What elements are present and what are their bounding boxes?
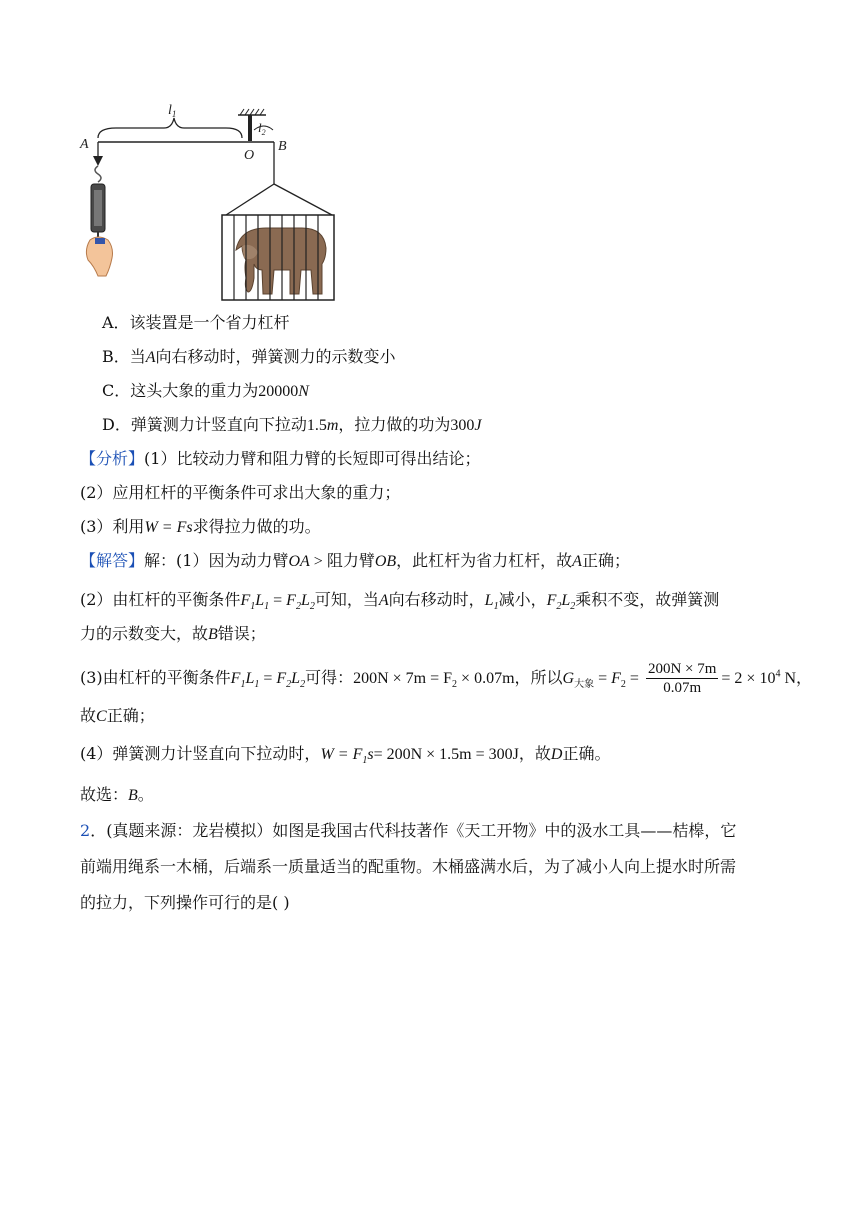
question-2-line-3: 的拉力，下列操作可行的是( ) <box>80 893 290 912</box>
option-d: D．弹簧测力计竖直向下拉动1.5m，拉力做的功为300J <box>102 415 482 434</box>
pivot-post <box>248 115 252 141</box>
solution-line-2: (2）由杠杆的平衡条件$F_1L_1 = F_2L_2$可知，当A向右移动时，$L_1$减小，$F_2L_2$乘积不变，故弹簧测 <box>80 590 720 613</box>
analysis-line-1: 【分析】(1）比较动力臂和阻力臂的长短即可得出结论； <box>80 449 481 468</box>
solution-line-1: 【解答】解：(1）因为动力臂OA > 阻力臂OB，此杠杆为省力杠杆，故A正确； <box>80 551 630 570</box>
solution-line-3b: 故C正确； <box>80 706 155 725</box>
analysis-line-2: (2）应用杠杆的平衡条件可求出大象的重力； <box>80 483 401 502</box>
label-B: B <box>278 139 287 154</box>
solution-choose: 故选：B。 <box>80 785 154 804</box>
label-A: A <box>80 137 89 152</box>
fraction: $\frac{200N \times 7m}{0.07m}$ <box>647 661 717 696</box>
label-O: O <box>244 148 255 163</box>
force-arrow-icon <box>93 156 103 166</box>
solution-line-2b: 力的示数变大，故B错误； <box>80 624 266 643</box>
question-number: 2 <box>80 821 91 840</box>
label-l2: $l_2$ <box>258 120 266 137</box>
l1-brace <box>98 118 242 138</box>
analysis-tag: 【分析】 <box>80 449 145 468</box>
analysis-line-3: (3）利用W = Fs求得拉力做的功。 <box>80 517 321 536</box>
question-2-line-1: 2．(真题来源：龙岩模拟）如图是我国古代科技著作《天工开物》中的汲水工具——桔槔，它 <box>80 821 737 840</box>
solution-line-4: (4）弹簧测力计竖直向下拉动时，$W = F_1s= 200N \times 1.5m = 300J$，故D正确。 <box>80 744 611 767</box>
option-c: C．这头大象的重力为20000N <box>102 381 309 400</box>
question-2-line-2: 前端用绳系一木桶，后端系一质量适当的配重物。木桶盛满水后，为了减小人向上提水时所需 <box>80 857 737 876</box>
option-a: A．该装置是一个省力杠杆 <box>102 313 290 332</box>
label-l1: $l_1$ <box>168 103 177 119</box>
lever-figure <box>76 100 366 305</box>
option-b: B．当A向右移动时，弹簧测力的示数变小 <box>102 347 396 366</box>
solution-line-3: (3)由杠杆的平衡条件$F_1L_1 = F_2L_2$可得：$200N \times 7m = F_2 \times 0.07m$，所以$G_{大象} = F_2$ = $\frac{200N \times 7m}{0.07m}$ = $2 \times 10^4$ N， <box>80 661 813 696</box>
solution-tag: 【解答】 <box>80 551 145 570</box>
